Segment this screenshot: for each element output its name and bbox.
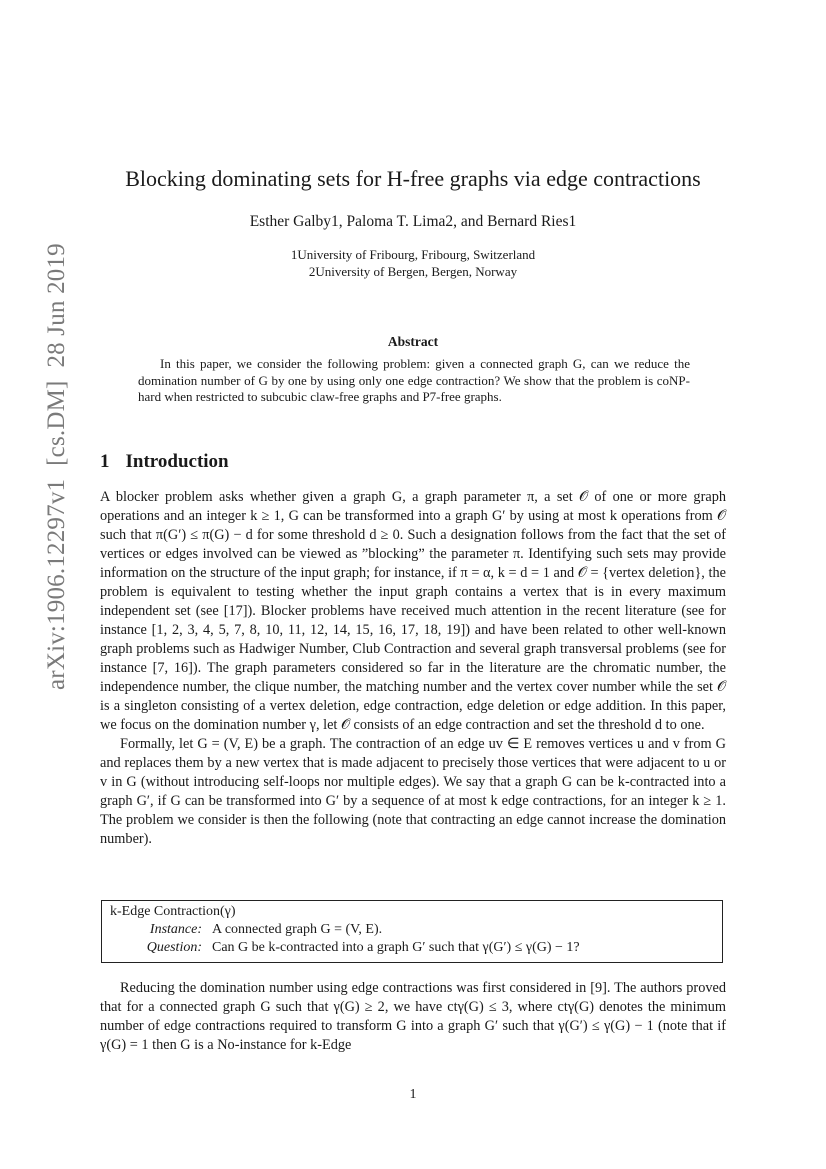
arxiv-category: [cs.DM] bbox=[43, 380, 70, 466]
affiliation-2: 2University of Bergen, Bergen, Norway bbox=[308, 264, 518, 279]
problem-instance-row bbox=[110, 922, 382, 938]
page-number: 1 bbox=[409, 1087, 417, 1102]
body-text-bottom bbox=[100, 979, 726, 1055]
author-list: Esther Galby1, Paloma T. Lima2, and Bernard Ries1 bbox=[249, 213, 577, 230]
paper-title: Blocking dominating sets for H-free graphs via edge contractions bbox=[125, 166, 701, 191]
question-label: Question: bbox=[146, 940, 202, 955]
section-number: 1 bbox=[100, 451, 110, 472]
arxiv-date: 28 Jun 2019 bbox=[43, 243, 70, 368]
arxiv-id: arXiv:1906.12297v1 bbox=[43, 478, 70, 690]
problem-definition-box bbox=[101, 900, 723, 963]
section-heading bbox=[100, 451, 229, 473]
affiliation-1: 1University of Fribourg, Fribourg, Switzerland bbox=[290, 247, 536, 262]
question-text: Can G be k-contracted into a graph G′ such that γ(G′) ≤ γ(G) − 1? bbox=[212, 940, 580, 955]
paragraph-1: A blocker problem asks whether given a graph G, a graph parameter π, a set 𝒪 of one or more graph operations and an integer k ≥ 1, G can be transformed into a graph G′ by using at most k operations from 𝒪 such that π(G′) ≤ π(G) − d for some threshold d ≥ 0. Such a designation follows from the fact that the set of vertices or edges involved can be viewed as ”blocking” the parameter π. Identifying such sets may provide information on the structure of the input graph; for instance, if π = α, k = d = 1 and 𝒪 = {vertex deletion}, the problem is equivalent to testing whether the input graph contains a vertex that is in every maximum independent set (see [17]). Blocker problems have received much attention in the recent literature (see for instance [1, 2, 3, 4, 5, 7, 8, 10, 11, 12, 14, 15, 16, 17, 18, 19]) and have been related to other well-known graph problems such as Hadwiger Number, Club Contraction and several graph transversal problems (see for instance [7, 16]). The graph parameters considered so far in the literature are the chromatic number, the independence number, the clique number, the matching number and the vertex cover number while the set 𝒪 is a singleton consisting of a vertex deletion, edge contraction, edge deletion or edge addition. In this paper, we focus on the domination number γ, let 𝒪 consists of an edge contraction and set the threshold d to one. bbox=[100, 489, 726, 733]
instance-label: Instance: bbox=[149, 922, 202, 937]
paragraph-2: Formally, let G = (V, E) be a graph. The contraction of an edge uv ∈ E removes vertices u and v from G and replaces them by a new vertex that is made adjacent to precisely those vertices that were adjacent to u or v in G (without introducing self-loops nor multiple edges). We say that a graph G can be k-contracted into a graph G′, if G can be transformed into G′ by a sequence of at most k edge contractions, for an integer k ≥ 1. The problem we consider is then the following (note that contracting an edge cannot increase the domination number). bbox=[100, 736, 726, 847]
arxiv-sidebar-stamp bbox=[43, 243, 71, 690]
abstract-text: In this paper, we consider the following problem: given a connected graph G, can we reduce the domination number of G by one by using only one edge contraction? We show that the problem is coNP-hard when restricted to subcubic claw-free graphs and P7-free graphs. bbox=[138, 356, 690, 404]
problem-question-row bbox=[110, 940, 580, 956]
section-title: Introduction bbox=[125, 451, 229, 472]
instance-text: A connected graph G = (V, E). bbox=[212, 922, 383, 937]
problem-name: k-Edge Contraction(γ) bbox=[110, 904, 236, 919]
abstract-heading: Abstract bbox=[387, 334, 439, 349]
paragraph-3: Reducing the domination number using edge contractions was first considered in [9]. The authors proved that for a connected graph G such that γ(G) ≥ 2, we have ctγ(G) ≤ 3, where ctγ(G) denotes the minimum number of edge contractions required to transform G into a graph G′ such that γ(G′) ≤ γ(G) − 1 (note that if γ(G) = 1 then G is a No-instance for k-Edge bbox=[100, 980, 726, 1053]
body-text-top bbox=[100, 488, 726, 849]
